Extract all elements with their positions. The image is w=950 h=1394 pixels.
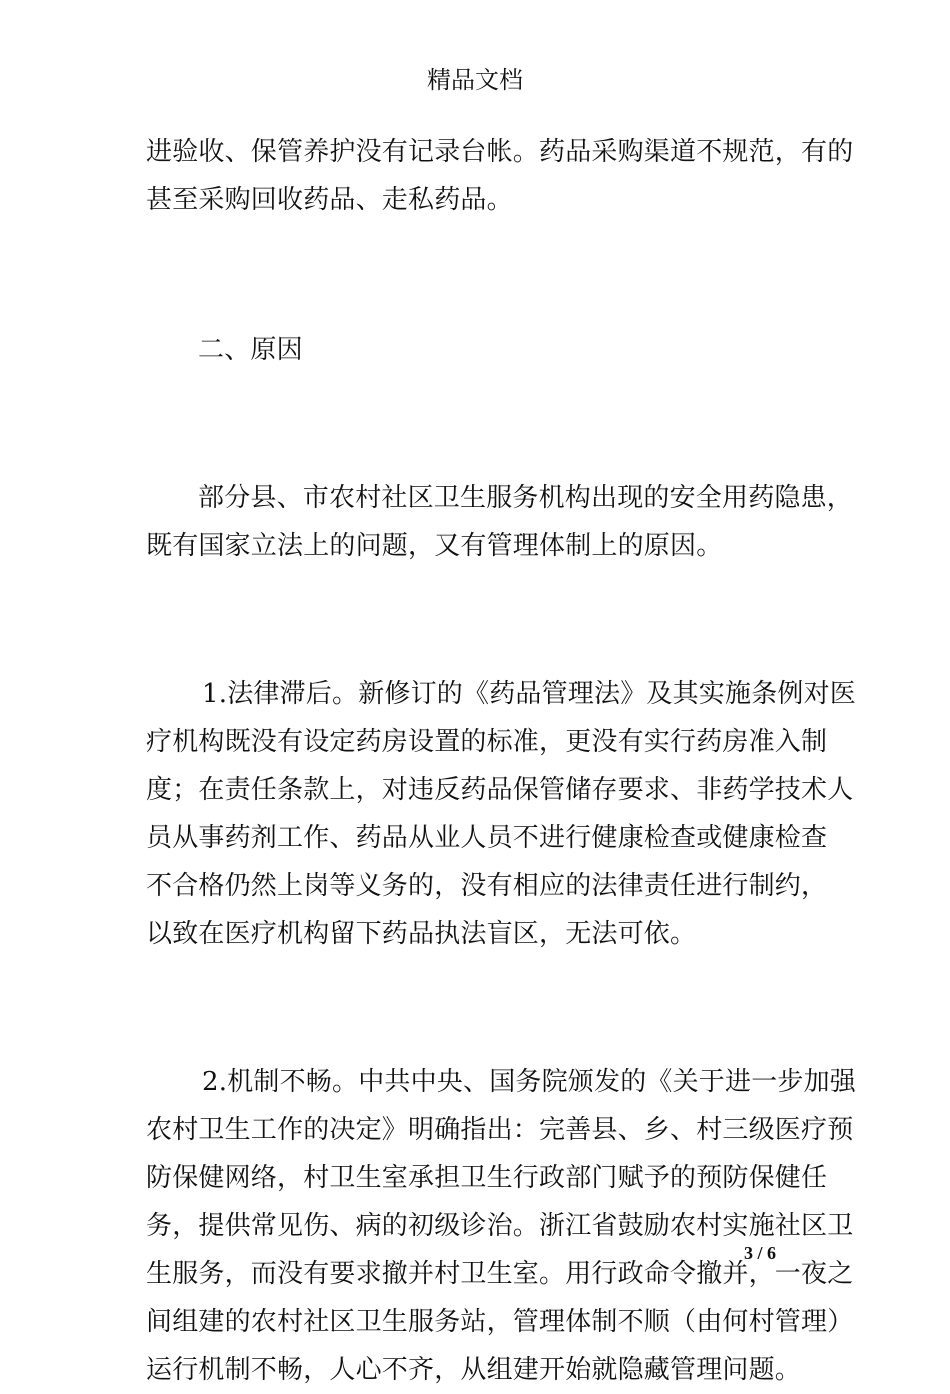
text-line: 以致在医疗机构留下药品执法盲区，无法可依。 [146, 919, 697, 949]
text-line: 间组建的农村社区卫生服务站，管理体制不顺（由何村管理） [146, 1307, 854, 1337]
text-line: 生服务，而没有要求撤并村卫生室。用行政命令撤并，一夜之 [146, 1259, 854, 1289]
text-line: 1.法律滞后。新修订的《药品管理法》及其实施条例对医 [202, 679, 857, 709]
text-line: 度；在责任条款上，对违反药品保管储存要求、非药学技术人 [146, 775, 854, 805]
text-line: 疗机构既没有设定药房设置的标准，更没有实行药房准入制 [146, 727, 828, 757]
paragraph-reasons-intro [146, 474, 854, 570]
section-heading: 二、原因 [198, 335, 303, 365]
text-line: 不合格仍然上岗等义务的，没有相应的法律责任进行制约， [146, 871, 828, 901]
text-line: 进验收、保管养护没有记录台帐。药品采购渠道不规范，有的 [146, 137, 854, 167]
text-line: 员从事药剂工作、药品从业人员不进行健康检查或健康检查 [146, 823, 828, 853]
paragraph-continuation [146, 128, 854, 224]
page-number: 3 / 6 [744, 1243, 777, 1263]
text-line: 农村卫生工作的决定》明确指出：完善县、乡、村三级医疗预 [146, 1115, 854, 1145]
text-line: 务，提供常见伤、病的初级诊治。浙江省鼓励农村实施社区卫 [146, 1211, 854, 1241]
text-line: 运行机制不畅，人心不齐，从组建开始就隐藏管理问题。 [146, 1355, 802, 1385]
text-line: 部分县、市农村社区卫生服务机构出现的安全用药隐患， [198, 483, 854, 513]
text-line: 甚至采购回收药品、走私药品。 [146, 185, 513, 215]
paragraph-legal-lag [146, 670, 857, 958]
text-line: 2.机制不畅。中共中央、国务院颁发的《关于进一步加强 [202, 1067, 857, 1097]
document-header-title: 精品文档 [427, 66, 523, 94]
text-line: 既有国家立法上的问题，又有管理体制上的原因。 [146, 531, 723, 561]
text-line: 防保健网络，村卫生室承担卫生行政部门赋予的预防保健任 [146, 1163, 828, 1193]
document-body [146, 128, 857, 1394]
